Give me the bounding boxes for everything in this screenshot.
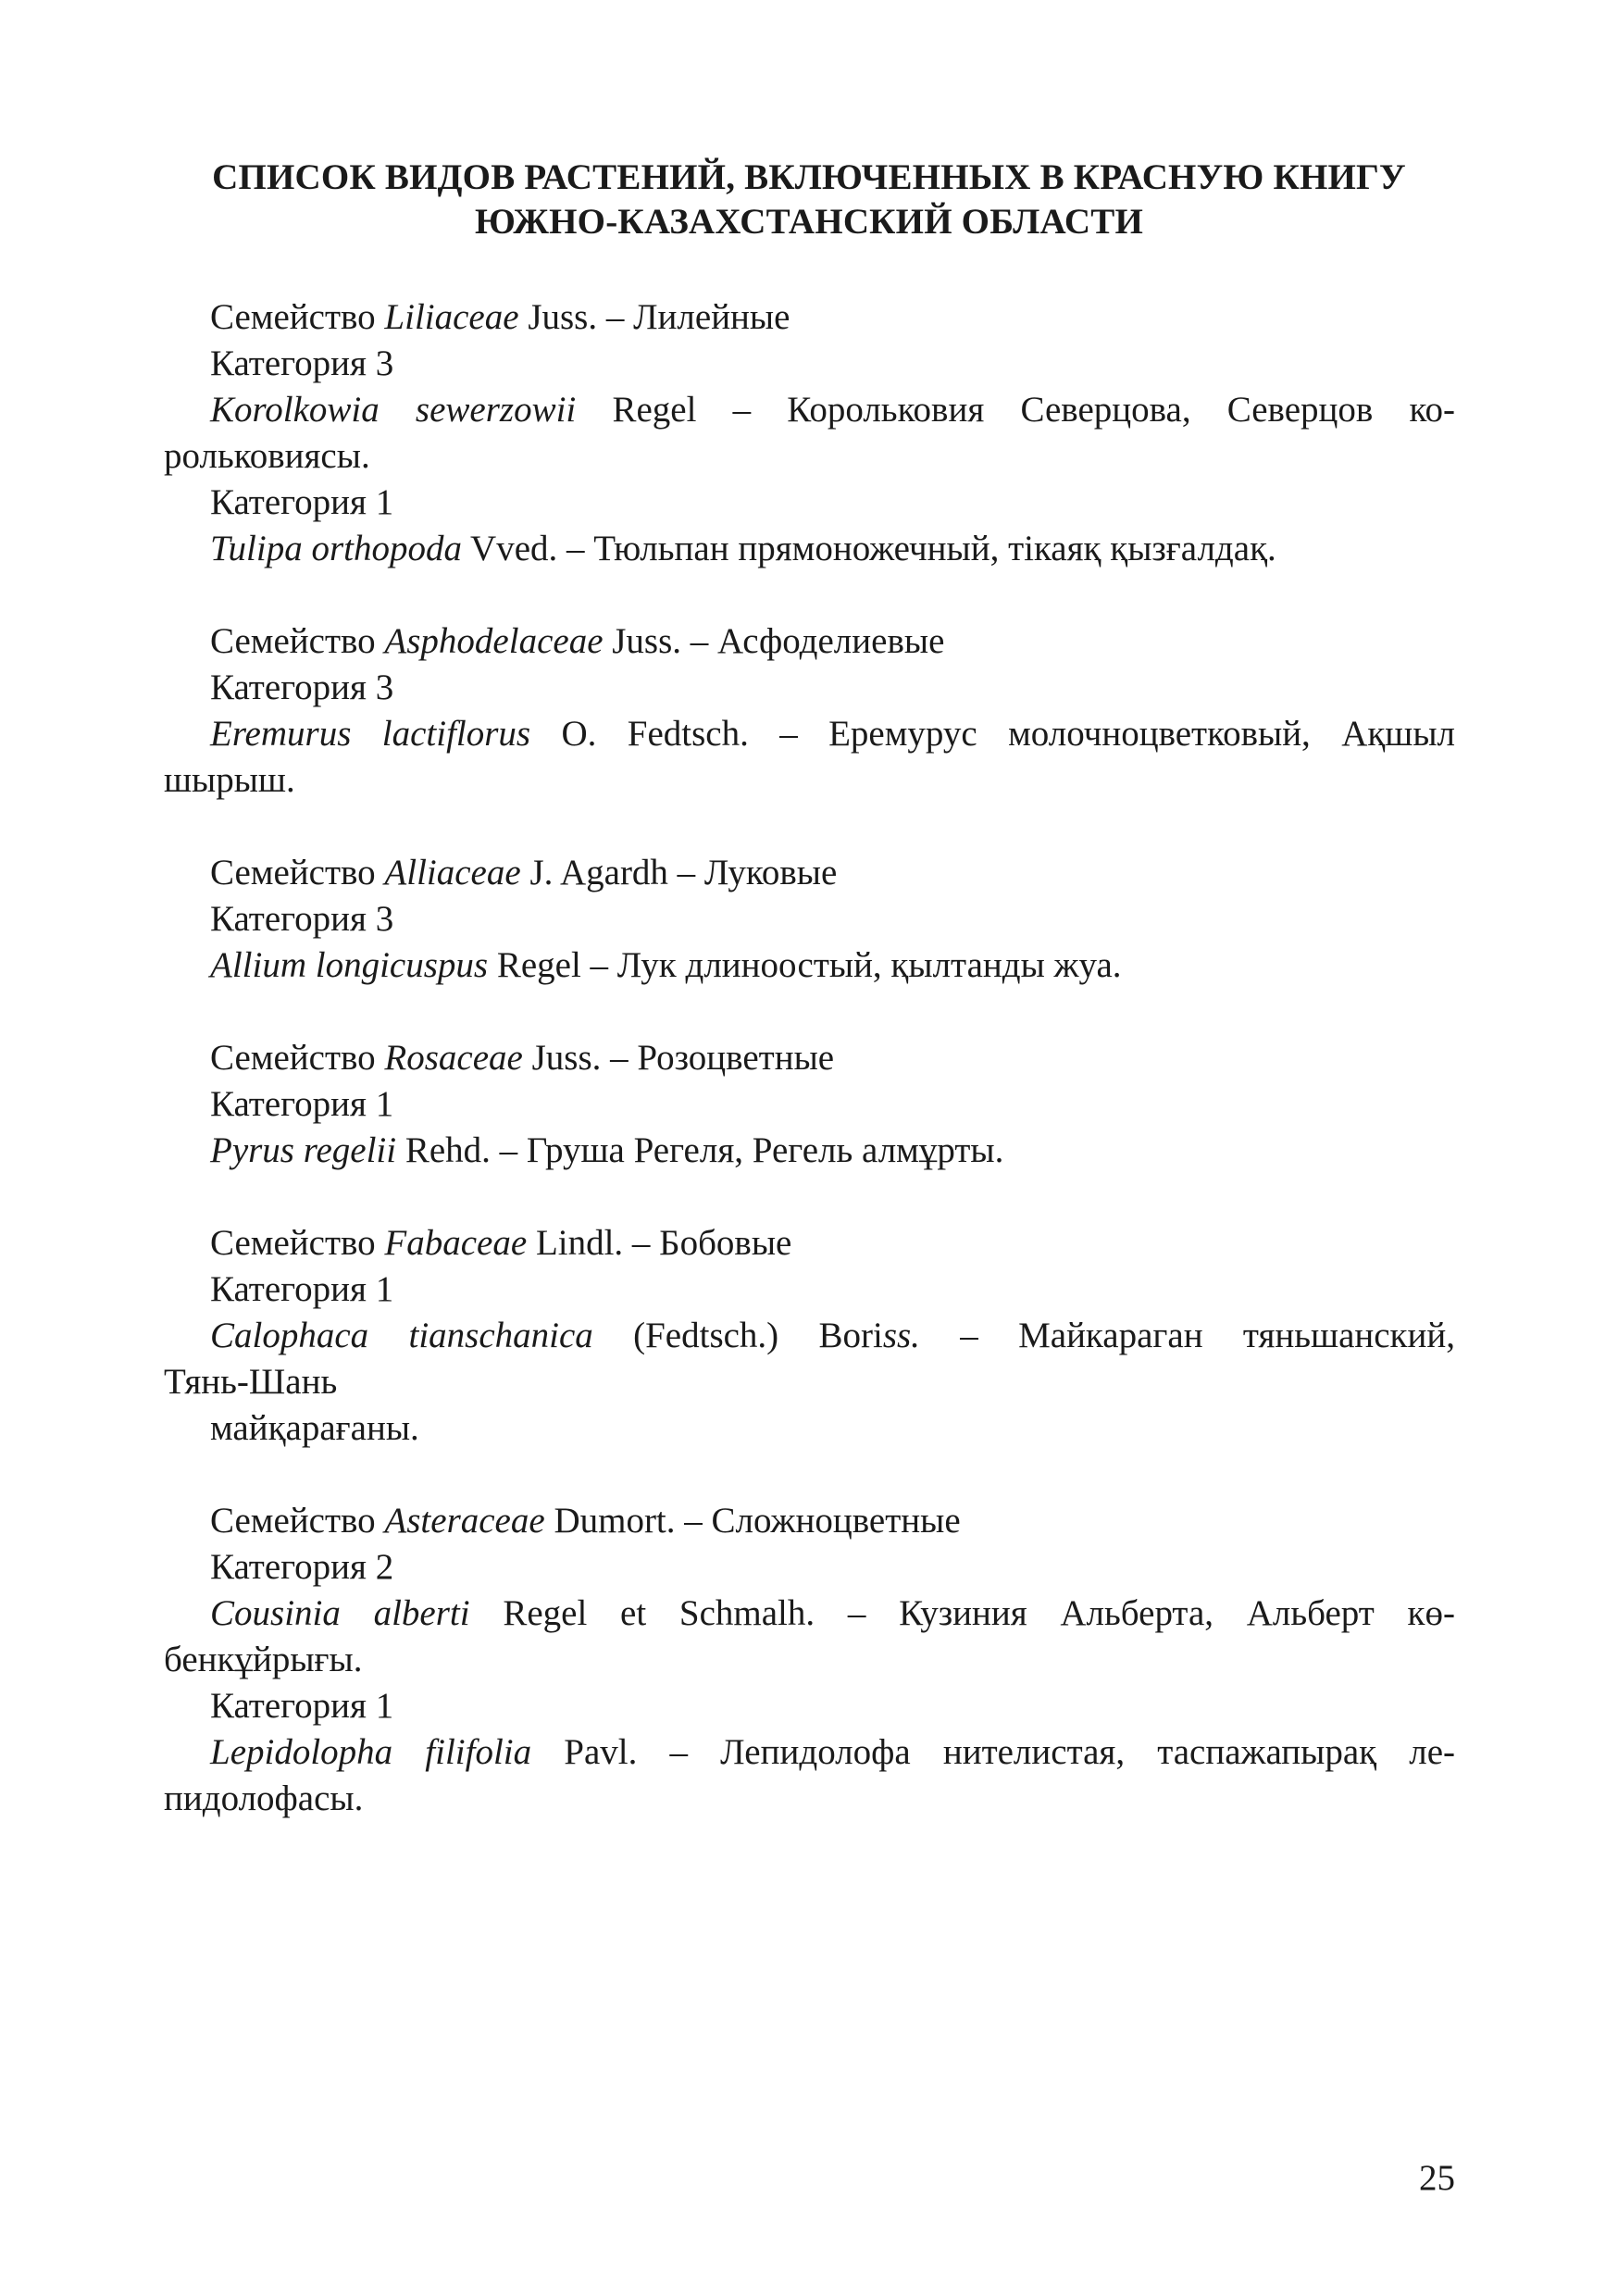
- species-entry: [164, 1313, 1455, 1359]
- species-entry-continuation: рольковиясы.: [164, 436, 370, 476]
- category-label: Категория 3: [210, 343, 394, 383]
- family-heading: [164, 1498, 1455, 1544]
- species-entry: [164, 1729, 1455, 1776]
- family-prefix: Семейство: [210, 1501, 385, 1541]
- species-entry-continuation: майқарағаны.: [210, 1408, 419, 1448]
- species-latin-name: Allium longicuspus: [210, 945, 489, 985]
- family-prefix: Семейство: [210, 297, 385, 337]
- species-description: O. Fedtsch. – Еремурус молочноцветковый, Ақшыл: [530, 714, 1455, 754]
- family-heading: [164, 1035, 1455, 1081]
- species-entry: [164, 526, 1455, 572]
- category-label: Категория 2: [210, 1547, 394, 1587]
- family-common-name: Juss. – Асфоделиевые: [603, 621, 945, 661]
- species-latin-name: Korolkowia sewerzowii: [210, 390, 577, 430]
- category-label: Категория 1: [210, 1084, 394, 1124]
- category-label: Категория 1: [210, 1269, 394, 1309]
- family-section-alliaceae: [164, 850, 1455, 989]
- species-entry-continuation: пидолофасы.: [164, 1778, 364, 1818]
- family-heading: [164, 618, 1455, 665]
- family-heading: [164, 850, 1455, 896]
- family-common-name: Dumort. – Сложноцветные: [544, 1501, 961, 1541]
- category-label: Категория 1: [210, 1686, 394, 1726]
- page-number: 25: [1419, 2158, 1455, 2198]
- family-section-asteraceae: [164, 1498, 1455, 1822]
- category-label: Категория 3: [210, 899, 394, 939]
- species-entry: [164, 711, 1455, 757]
- page-title: [148, 156, 1470, 244]
- family-section-rosaceae: [164, 1035, 1455, 1174]
- species-entry: [164, 1128, 1455, 1174]
- species-description: Regel – Лук длинoостый, қылтанды жуа.: [488, 945, 1122, 985]
- family-section-asphodelaceae: [164, 618, 1455, 804]
- category-label: Категория 3: [210, 668, 394, 707]
- species-description: Regel – Корольковия Северцова, Северцов ко-: [576, 390, 1455, 430]
- species-description: Rehd. – Груша Регеля, Регель алмұрты.: [396, 1130, 1004, 1170]
- family-prefix: Семейство: [210, 853, 385, 892]
- family-common-name: Juss. – Лилейные: [518, 297, 790, 337]
- species-latin-name: Lepidolopha filifolia: [210, 1732, 532, 1772]
- document-body: [164, 294, 1455, 1822]
- species-author: (Fedtsch.) Bori: [592, 1316, 883, 1355]
- species-entry: [164, 942, 1455, 989]
- category-label: Категория 1: [210, 482, 394, 522]
- family-common-name: Juss. – Розоцветные: [522, 1038, 835, 1078]
- family-common-name: J. Agardh – Луковые: [520, 853, 838, 892]
- species-latin-name: Eremurus lactiflorus: [210, 714, 531, 754]
- species-latin-name: Calophaca tianschanica: [210, 1316, 593, 1355]
- species-entry-continuation: шырыш.: [164, 760, 295, 800]
- family-prefix: Семейство: [210, 1038, 385, 1078]
- family-latin-name: Alliaceae: [384, 853, 521, 892]
- species-author-italic: ss.: [882, 1316, 920, 1355]
- family-prefix: Семейство: [210, 1223, 385, 1263]
- species-entry: [164, 1591, 1455, 1637]
- family-common-name: Lindl. – Бобовые: [527, 1223, 792, 1263]
- species-latin-name: Tulipa orthopoda: [210, 529, 462, 568]
- family-latin-name: Asphodelaceae: [384, 621, 604, 661]
- species-latin-name: Cousinia alberti: [210, 1593, 470, 1633]
- family-heading: [164, 294, 1455, 341]
- species-entry: [164, 387, 1455, 433]
- family-latin-name: Liliaceae: [384, 297, 519, 337]
- family-section-fabaceae: [164, 1220, 1455, 1452]
- species-description: Vved. – Тюльпан прямоножечный, тікаяқ қызғалдақ.: [461, 529, 1276, 568]
- family-latin-name: Fabaceae: [384, 1223, 528, 1263]
- family-latin-name: Rosaceae: [384, 1038, 523, 1078]
- species-description: – Майкараган тяньшанский,: [919, 1316, 1455, 1355]
- species-entry-continuation: Тянь-Шань: [164, 1362, 338, 1402]
- title-line-1: СПИСОК ВИДОВ РАСТЕНИЙ, ВКЛЮЧЕННЫХ В КРАСНУЮ КНИГУ: [212, 157, 1406, 197]
- family-latin-name: Asteraceae: [384, 1501, 545, 1541]
- species-latin-name: Pyrus regelii: [210, 1130, 397, 1170]
- family-heading: [164, 1220, 1455, 1267]
- family-section-liliaceae: [164, 294, 1455, 572]
- family-prefix: Семейство: [210, 621, 385, 661]
- species-description: Pavl. – Лепидолофа нителистая, таспажапырақ ле-: [531, 1732, 1455, 1772]
- species-description: Regel et Schmalh. – Кузиния Альберта, Альберт кө-: [469, 1593, 1455, 1633]
- species-entry-continuation: бенкұйрығы.: [164, 1640, 363, 1679]
- title-line-2: ЮЖНО-КАЗАХСТАНСКИЙ ОБЛАСТИ: [474, 202, 1144, 242]
